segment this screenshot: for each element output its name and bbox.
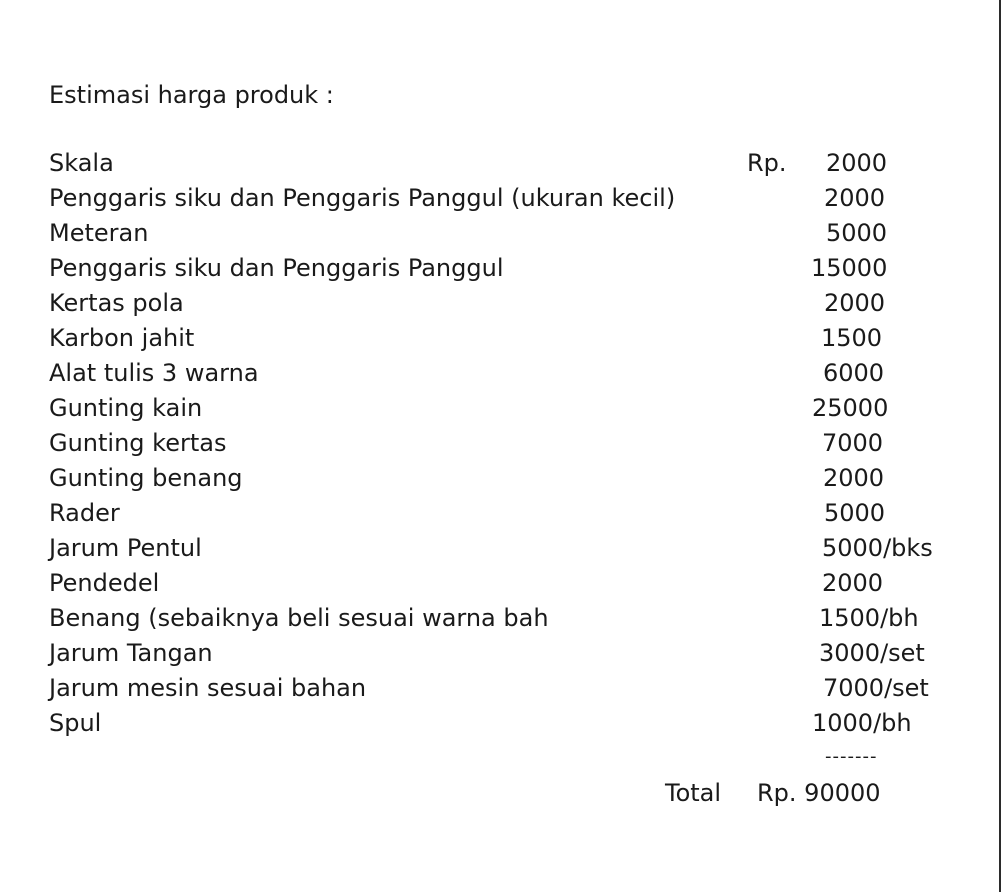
sum-divider: ------- bbox=[825, 746, 878, 767]
item-name: Jarum mesin sesuai bahan bbox=[49, 674, 367, 702]
item-name: Alat tulis 3 warna bbox=[49, 359, 259, 387]
item-price: 1000/bh bbox=[812, 709, 912, 737]
item-price: 15000 bbox=[811, 254, 888, 282]
price-list bbox=[0, 146, 1001, 741]
item-price: 3000/set bbox=[819, 639, 925, 667]
price-row bbox=[0, 251, 1001, 286]
price-row bbox=[0, 496, 1001, 531]
price-row bbox=[0, 426, 1001, 461]
item-price: 2000 bbox=[824, 289, 886, 317]
item-price: 1500/bh bbox=[819, 604, 919, 632]
item-name: Benang (sebaiknya beli sesuai warna bah bbox=[49, 604, 549, 632]
price-row bbox=[0, 601, 1001, 636]
item-price: 2000 bbox=[826, 149, 888, 177]
total-label: Total bbox=[665, 779, 722, 807]
price-row bbox=[0, 286, 1001, 321]
total-value: Rp. 90000 bbox=[757, 779, 881, 807]
item-price: 7000 bbox=[822, 429, 884, 457]
item-name: Jarum Tangan bbox=[49, 639, 213, 667]
item-name: Gunting benang bbox=[49, 464, 243, 492]
price-row bbox=[0, 461, 1001, 496]
price-row bbox=[0, 321, 1001, 356]
item-price: 25000 bbox=[812, 394, 889, 422]
item-price: 1500 bbox=[821, 324, 883, 352]
price-row bbox=[0, 181, 1001, 216]
item-price: 7000/set bbox=[823, 674, 929, 702]
document-heading: Estimasi harga produk : bbox=[49, 81, 334, 109]
item-price: 2000 bbox=[824, 184, 886, 212]
item-name: Skala bbox=[49, 149, 114, 177]
price-row bbox=[0, 391, 1001, 426]
item-price: 5000 bbox=[824, 499, 886, 527]
price-row bbox=[0, 146, 1001, 181]
item-price: 2000 bbox=[823, 464, 885, 492]
item-name: Gunting kain bbox=[49, 394, 203, 422]
item-name: Karbon jahit bbox=[49, 324, 195, 352]
item-price: 5000/bks bbox=[822, 534, 933, 562]
price-row bbox=[0, 356, 1001, 391]
item-name: Gunting kertas bbox=[49, 429, 227, 457]
item-price: 2000 bbox=[822, 569, 884, 597]
currency-label: Rp. bbox=[747, 149, 787, 177]
item-name: Kertas pola bbox=[49, 289, 184, 317]
price-row bbox=[0, 531, 1001, 566]
item-name: Pendedel bbox=[49, 569, 160, 597]
item-price: 5000 bbox=[826, 219, 888, 247]
price-row bbox=[0, 706, 1001, 741]
price-row bbox=[0, 216, 1001, 251]
item-name: Rader bbox=[49, 499, 120, 527]
item-name: Jarum Pentul bbox=[49, 534, 202, 562]
item-name: Penggaris siku dan Penggaris Panggul bbox=[49, 254, 504, 282]
item-name: Spul bbox=[49, 709, 102, 737]
price-row bbox=[0, 636, 1001, 671]
item-name: Penggaris siku dan Penggaris Panggul (ukuran kecil) bbox=[49, 184, 676, 212]
price-row bbox=[0, 566, 1001, 601]
price-row bbox=[0, 671, 1001, 706]
item-price: 6000 bbox=[823, 359, 885, 387]
item-name: Meteran bbox=[49, 219, 149, 247]
